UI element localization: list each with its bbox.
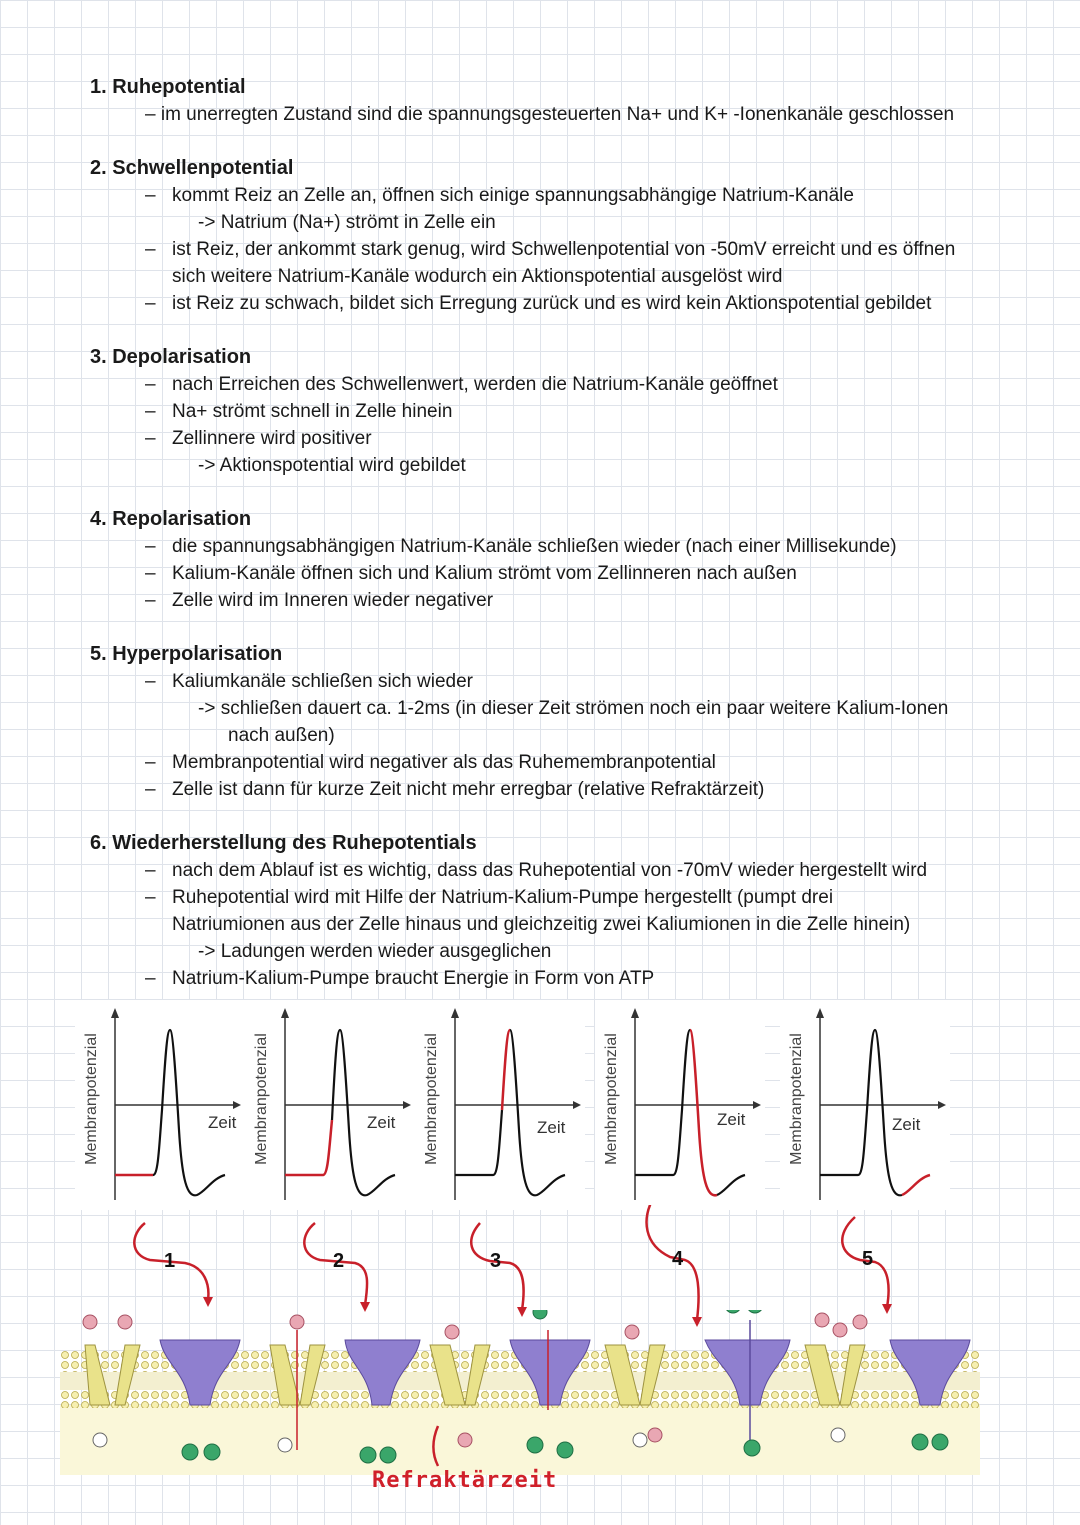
text-line: ist Reiz zu schwach, bildet sich Erregung zurück und es wird kein Aktionspotential gebildet bbox=[172, 293, 932, 314]
section-heading: 4. Repolarisation bbox=[90, 508, 252, 530]
text-line: Membranpotential wird negativer als das Ruhemembranpotential bbox=[172, 752, 716, 773]
section-repolarisation bbox=[90, 506, 1050, 611]
step-number: 2 bbox=[333, 1250, 345, 1272]
text-line: -> Aktionspotential wird gebildet bbox=[198, 455, 466, 476]
refraktaer-arrow bbox=[428, 1422, 468, 1472]
section-wiederherstellung bbox=[90, 830, 1050, 989]
text-line: Kaliumkanäle schließen sich wieder bbox=[172, 671, 473, 692]
text-line: Natrium-Kalium-Pumpe braucht Energie in Form von ATP bbox=[172, 968, 655, 989]
section-heading: 3. Depolarisation bbox=[90, 346, 252, 368]
text-line: – im unerregten Zustand sind die spannungsgesteuerten Na+ und K+ -Ionenkanäle geschlossen bbox=[145, 104, 955, 125]
text-line: nach außen) bbox=[228, 725, 335, 746]
step-number: 3 bbox=[490, 1250, 502, 1272]
bullet-dash: – bbox=[145, 536, 156, 557]
step-number: 4 bbox=[672, 1248, 684, 1270]
text-line: Zelle ist dann für kurze Zeit nicht mehr erregbar (relative Refraktärzeit) bbox=[172, 779, 765, 800]
text-line: ist Reiz, der ankommt stark genug, wird Schwellenpotential von -50mV erreicht und es öffnen bbox=[172, 239, 956, 260]
text-line: -> Ladungen werden wieder ausgeglichen bbox=[198, 941, 552, 962]
text-line: Zellinnere wird positiver bbox=[172, 428, 372, 449]
membrane-channels-illustration bbox=[0, 1310, 1080, 1480]
section-schwellenpotential bbox=[90, 155, 1050, 314]
text-line: Zelle wird im Inneren wieder negativer bbox=[172, 590, 494, 611]
text-line: Ruhepotential wird mit Hilfe der Natrium-Kalium-Pumpe hergestellt (pumpt drei bbox=[172, 887, 834, 908]
bullet-dash: – bbox=[145, 374, 156, 395]
axis-label-y: Membranpotenzial bbox=[788, 1033, 805, 1165]
axis-label-y: Membranpotenzial bbox=[423, 1033, 440, 1165]
section-depolarisation bbox=[90, 344, 1050, 476]
text-line: -> schließen dauert ca. 1-2ms (in dieser Zeit strömen noch ein paar weitere Kalium-Ionen bbox=[198, 698, 949, 719]
text-line: kommt Reiz an Zelle an, öffnen sich einige spannungsabhängige Natrium-Kanäle bbox=[172, 185, 854, 206]
step-number: 5 bbox=[862, 1248, 874, 1270]
graph-panel-4 bbox=[595, 1000, 765, 1210]
axis-label-x: Zeit bbox=[892, 1115, 921, 1134]
bullet-dash: – bbox=[145, 752, 156, 773]
axis-label-y: Membranpotenzial bbox=[253, 1033, 270, 1165]
bullet-dash: – bbox=[145, 428, 156, 449]
step-number: 1 bbox=[164, 1250, 176, 1272]
graph-panel-2 bbox=[245, 1000, 415, 1210]
axis-label-x: Zeit bbox=[208, 1113, 237, 1132]
action-potential-figure bbox=[0, 1000, 1080, 1520]
bullet-dash: – bbox=[145, 779, 156, 800]
section-heading: 1. Ruhepotential bbox=[90, 76, 246, 98]
axis-label-y: Membranpotenzial bbox=[603, 1033, 620, 1165]
text-line: sich weitere Natrium-Kanäle wodurch ein Aktionspotential ausgelöst wird bbox=[172, 266, 783, 287]
axis-label-x: Zeit bbox=[367, 1113, 396, 1132]
section-hyperpolarisation bbox=[90, 641, 1050, 800]
graph-panel-1 bbox=[75, 1000, 245, 1210]
text-line: Kalium-Kanäle öffnen sich und Kalium strömt vom Zellinneren nach außen bbox=[172, 563, 797, 584]
bullet-dash: – bbox=[145, 860, 156, 881]
refraktaerzeit-label: Refraktärzeit bbox=[372, 1468, 558, 1493]
section-heading: 2. Schwellenpotential bbox=[90, 157, 294, 179]
axis-label-y: Membranpotenzial bbox=[83, 1033, 100, 1165]
bullet-dash: – bbox=[145, 671, 156, 692]
bullet-dash: – bbox=[145, 401, 156, 422]
section-heading: 6. Wiederherstellung des Ruhepotentials bbox=[90, 832, 477, 854]
graph-panel-5 bbox=[780, 1000, 950, 1210]
section-heading: 5. Hyperpolarisation bbox=[90, 643, 283, 665]
bullet-dash: – bbox=[145, 293, 156, 314]
bullet-dash: – bbox=[145, 239, 156, 260]
axis-label-x: Zeit bbox=[717, 1110, 746, 1129]
bullet-dash: – bbox=[145, 590, 156, 611]
bullet-dash: – bbox=[145, 563, 156, 584]
bullet-dash: – bbox=[145, 887, 156, 908]
text-line: die spannungsabhängigen Natrium-Kanäle schließen wieder (nach einer Millisekunde) bbox=[172, 536, 897, 557]
axis-label-x: Zeit bbox=[537, 1118, 566, 1137]
bullet-dash: – bbox=[145, 185, 156, 206]
section-ruhepotential bbox=[90, 74, 1050, 125]
text-line: nach Erreichen des Schwellenwert, werden die Natrium-Kanäle geöffnet bbox=[172, 374, 778, 395]
text-line: Natriumionen aus der Zelle hinaus und gleichzeitig zwei Kaliumionen in die Zelle hinein) bbox=[172, 914, 911, 935]
graph-panel-3 bbox=[415, 1000, 585, 1210]
bullet-dash: – bbox=[145, 968, 156, 989]
text-line: nach dem Ablauf ist es wichtig, dass das Ruhepotential von -70mV wieder hergestellt wird bbox=[172, 860, 928, 881]
text-line: Na+ strömt schnell in Zelle hinein bbox=[172, 401, 453, 422]
text-line: -> Natrium (Na+) strömt in Zelle ein bbox=[198, 212, 496, 233]
